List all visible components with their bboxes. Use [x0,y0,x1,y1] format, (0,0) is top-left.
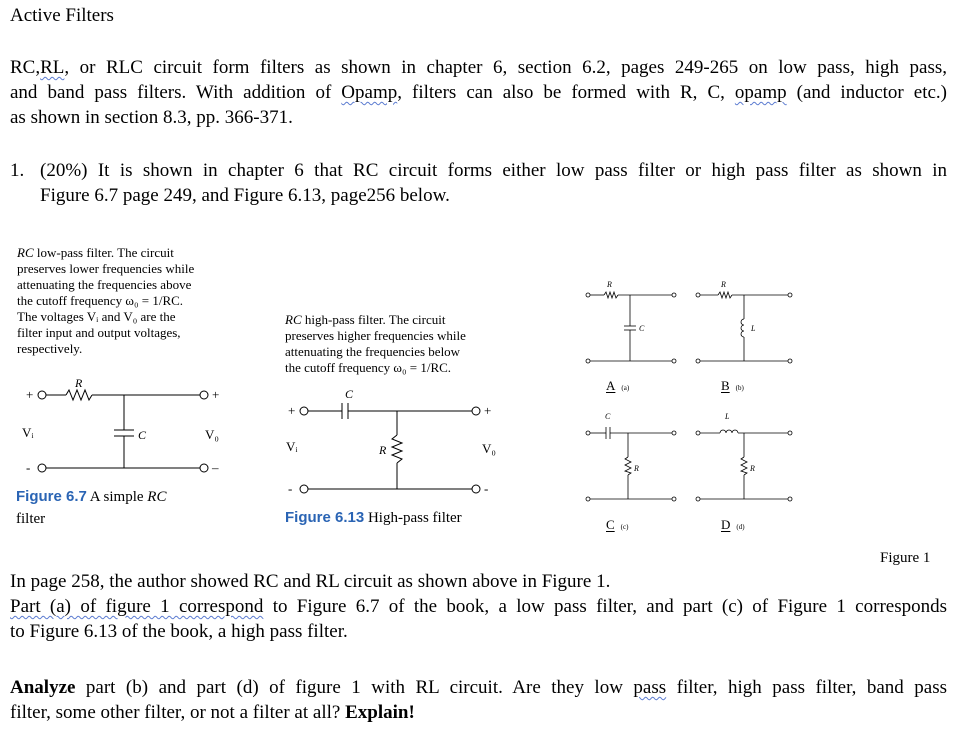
fig67-plus-right: + [212,387,220,402]
figure1-circuit-b [696,280,792,363]
resistor-icon [741,457,747,475]
fig67-minus-left: - [26,460,31,475]
svg-text:C: C [605,412,611,421]
figure1-circuit-a [586,280,676,363]
fig67-circuit [20,372,240,482]
fig613-minus-left: - [288,481,293,496]
svg-text:R: R [634,464,639,473]
body-paragraph-question [10,675,947,725]
figure1-circuits [580,275,800,535]
fig67-label-c: C [138,428,147,442]
svg-text:R: R [750,464,755,473]
figure1-caption: Figure 1 [880,550,931,566]
fig613-plus-right: + [484,403,492,418]
fig67-minus-right: – [212,460,219,475]
fig67-label-vi: Vᵢ [22,425,34,440]
fig613-desc-line: the cutoff frequency ω₀ = 1/RC. [285,360,452,375]
fig613-desc-line: preserves higher frequencies while [285,328,466,343]
fig67-label-r: R [75,376,83,390]
body-p2-line1: Part (a) of figure 1 correspond to Figure 6.7 of the book, a low pass filter, and part (c) of Figure 1 corresponds [10,596,947,617]
figure1-label-a: A (a) [606,378,630,393]
intro-line-2: and band pass filters. With addition of Opamp, filters can also be formed with R, C, opamp (and inductor etc.) [10,82,947,103]
svg-text:R: R [607,280,612,289]
fig613-plus-left: + [288,403,296,418]
fig67-desc-line: preserves lower frequencies while [17,261,195,276]
fig613-label-vo: V₀ [482,441,496,456]
figure1-label-c: C (c) [606,517,629,532]
resistor-icon [718,292,732,298]
fig613-description [285,312,515,376]
svg-text:L: L [751,324,756,333]
fig67-caption: Figure 6.7 A simple RC [16,488,167,505]
svg-text:R: R [721,280,726,289]
fig613-desc-line: RC high-pass filter. The circuit [285,312,446,327]
fig613-minus-right: - [484,481,489,496]
figure1-label-b: B (b) [721,378,744,393]
resistor-icon [392,435,402,463]
intro-line-1: RC,RL, or RLC circuit form filters as shown in chapter 6, section 6.2, pages 249-265 on low pass, high pass, [10,57,947,78]
svg-text:L: L [725,412,730,421]
fig67-desc-line: filter input and output voltages, [17,325,181,340]
fig67-description [17,245,237,357]
svg-text:C: C [639,324,645,333]
fig67-desc-line: The voltages Vᵢ and V₀ are the [17,309,176,324]
body-p3-line2: filter, some other filter, or not a filter at all? Explain! [10,702,415,723]
fig67-desc-line: respectively. [17,341,83,356]
body-p3-line1: Analyze part (b) and part (d) of figure 1 with RL circuit. Are they low pass filter, high pass filter, band pass [10,677,947,698]
page-heading: Active Filters [10,5,114,26]
fig613-label-c: C [345,387,354,401]
fig613-label-r: R [379,443,387,457]
fig613-label-vi: Vᵢ [286,439,298,454]
intro-paragraph [10,55,947,130]
fig67-desc-line: the cutoff frequency ω₀ = 1/RC. [17,293,184,308]
question-number: 1. [10,160,25,181]
inductor-icon [720,430,738,433]
fig613-caption: Figure 6.13 High-pass filter [285,509,462,526]
figure1-label-d: D (d) [721,517,745,532]
fig67-caption-line2: filter [16,511,46,527]
fig67-label-vo: V₀ [205,427,219,442]
resistor-icon [604,292,618,298]
resistor-icon [66,390,92,400]
figure1-circuit-c [586,412,676,501]
fig613-circuit [282,385,502,500]
fig613-desc-line: attenuating the frequencies below [285,344,461,359]
inductor-icon [741,319,744,337]
question-1-text: (20%) It is shown in chapter 6 that RC circuit forms either low pass filter or high pass filter as shown in Figure 6.7 page 249, and Figure 6.13, page256 below. [40,160,947,206]
figure1-circuit-d [696,412,792,501]
fig67-desc-line: RC low-pass filter. The circuit [17,245,174,260]
intro-line-3: as shown in section 8.3, pp. 366-371. [10,107,293,128]
body-paragraph-1: In page 258, the author showed RC and RL circuit as shown above in Figure 1. Part (a) of figure 1 correspond to Figure 6.7 of the book, a low pass filter, and part (c) of Figure 1 corresponds to Figure 6.13 of the book, a high pass filter. [10,571,947,642]
resistor-icon [625,457,631,475]
fig67-plus-left: + [26,387,34,402]
fig67-desc-line: attenuating the frequencies above [17,277,192,292]
